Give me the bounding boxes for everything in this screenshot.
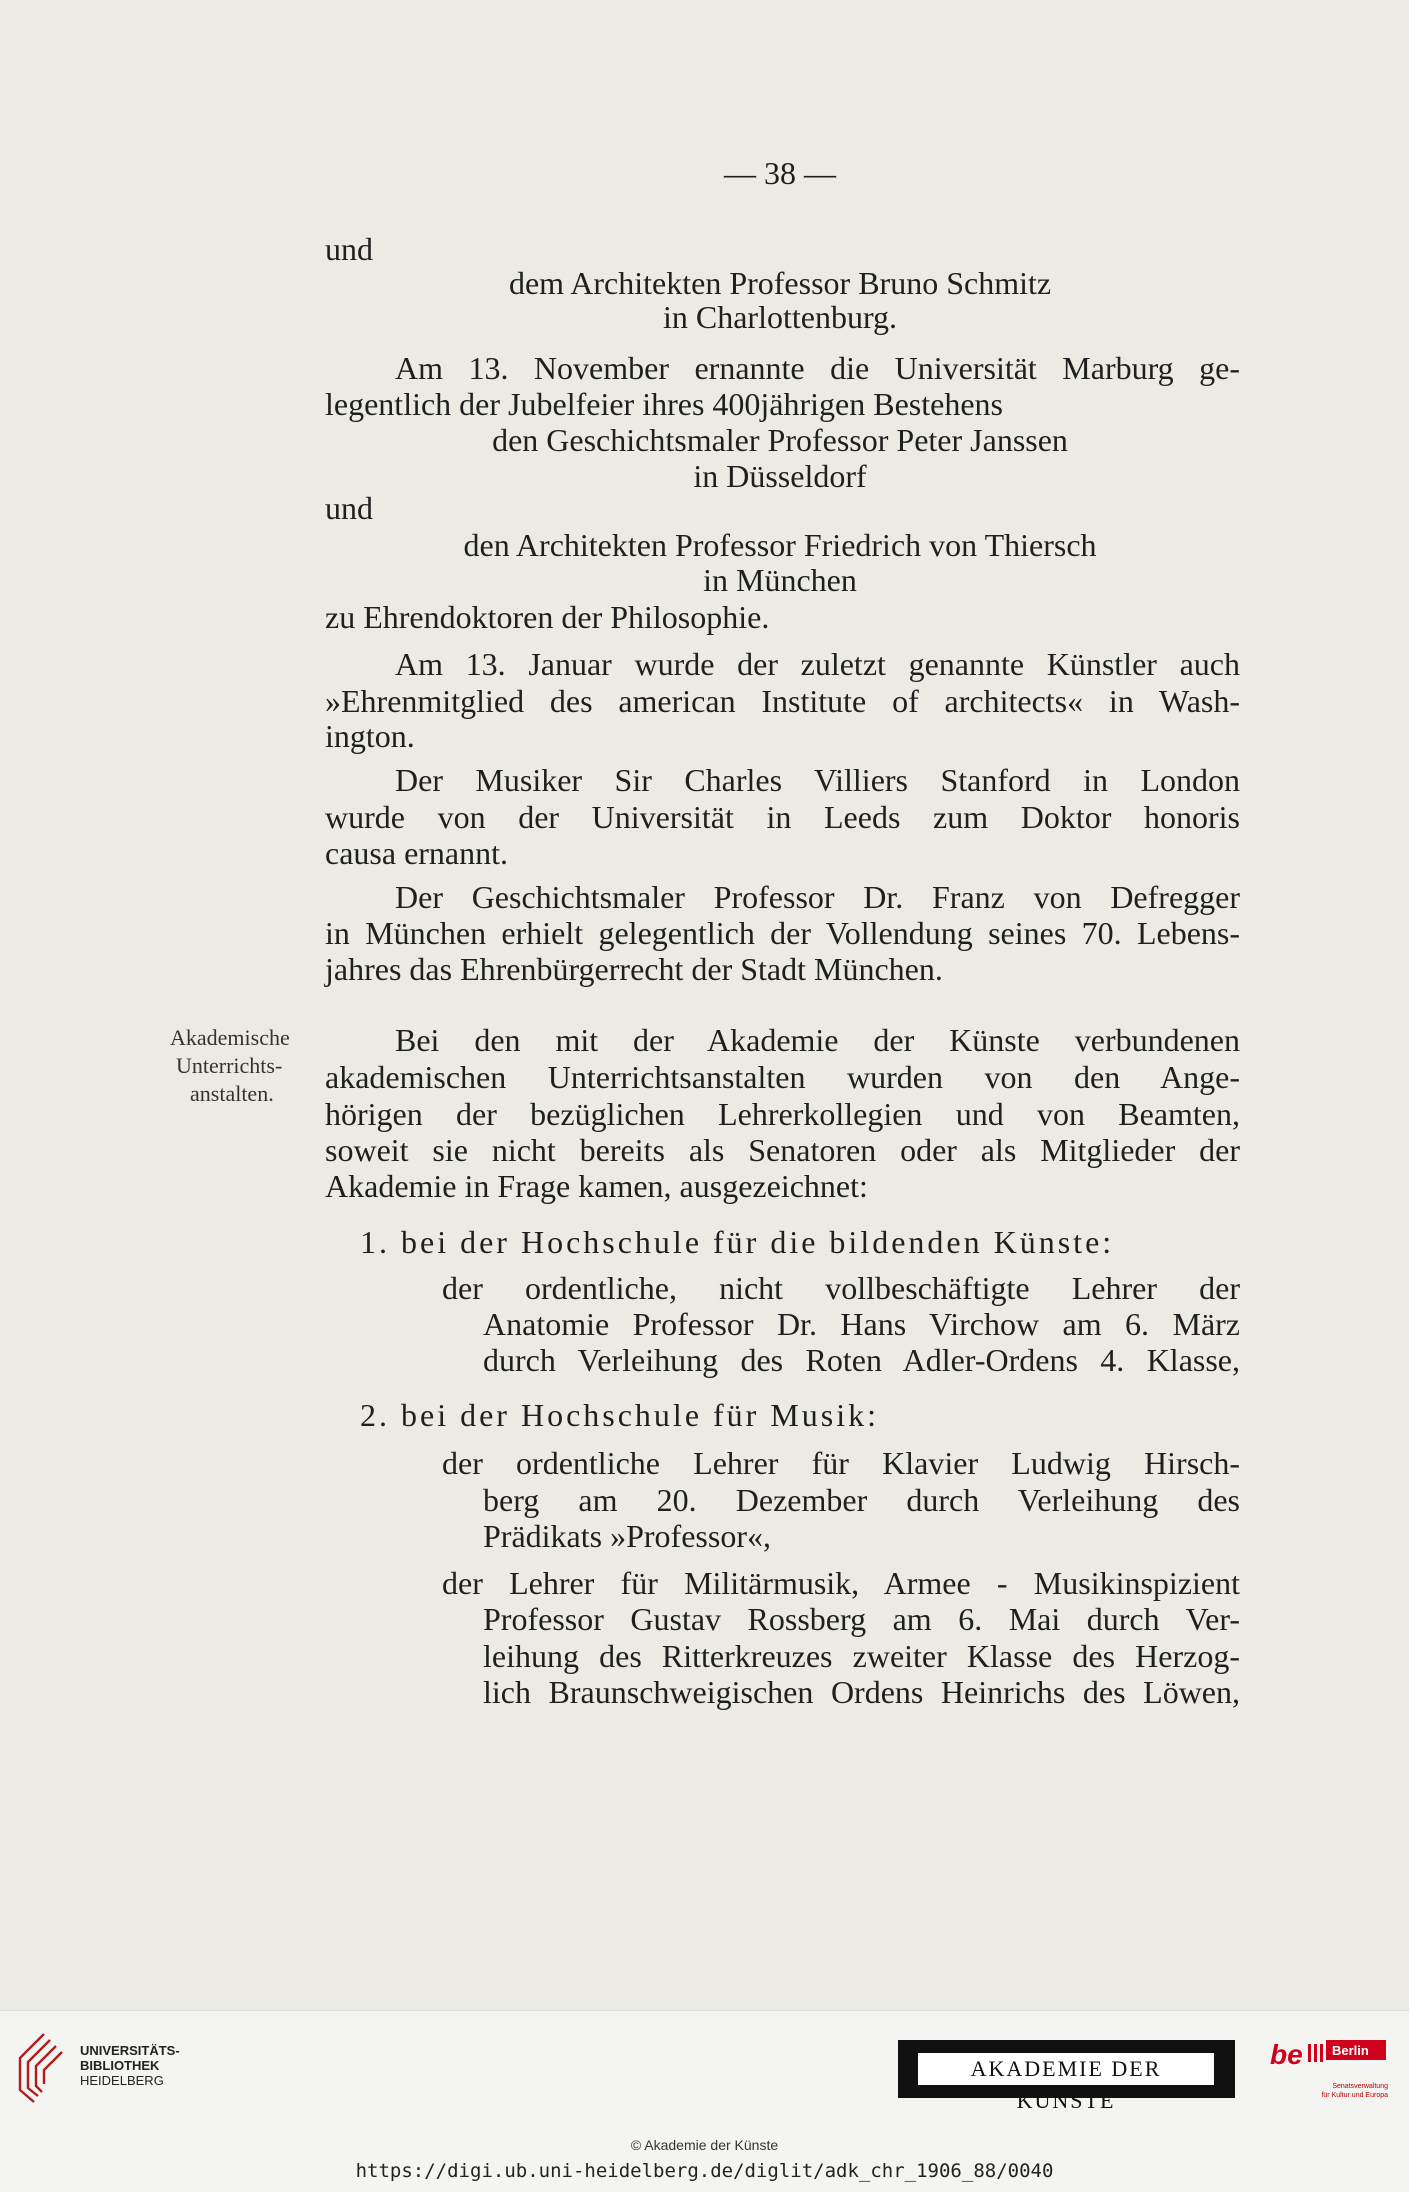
text-line: ington. xyxy=(325,718,415,754)
list-item-heading: 1. bei der Hochschule für die bildenden Künste: xyxy=(360,1224,1115,1260)
berlin-sub-label xyxy=(1300,2082,1388,2100)
ub-line-3: HEIDELBERG xyxy=(80,2073,164,2088)
text-line: Am 13. November ernannte die Universität Marburg ge- xyxy=(395,350,1240,386)
university-library-logo-icon[interactable] xyxy=(14,2030,70,2104)
text-line: in München erhielt gelegentlich der Vollendung seines 70. Lebens- xyxy=(325,915,1240,951)
text-line: Der Geschichtsmaler Professor Dr. Franz von Defregger xyxy=(395,879,1240,915)
text-line: leihung des Ritterkreuzes zweiter Klasse des Herzog- xyxy=(483,1638,1240,1674)
text-line: dem Architekten Professor Bruno Schmitz xyxy=(508,265,1052,301)
text-line: Prädikats »Professor«, xyxy=(483,1518,771,1554)
text-line: den Geschichtsmaler Professor Peter Janssen xyxy=(492,422,1068,458)
text-line: durch Verleihung des Roten Adler-Ordens 4. Klasse, xyxy=(483,1342,1240,1378)
berlin-sub-line-2: für Kultur und Europa xyxy=(1321,2092,1388,2099)
text-line: Der Musiker Sir Charles Villiers Stanford in London xyxy=(395,762,1240,798)
text-line: wurde von der Universität in Leeds zum Doktor honoris xyxy=(325,799,1240,835)
text-line: den Architekten Professor Friedrich von Thiersch xyxy=(463,527,1097,563)
permalink-url[interactable]: https://digi.ub.uni-heidelberg.de/diglit/adk_chr_1906_88/0040 xyxy=(355,2160,1054,2182)
text-line: akademischen Unterrichtsanstalten wurden von den Ange- xyxy=(325,1059,1240,1095)
text-line: Am 13. Januar wurde der zuletzt genannte Künstler auch xyxy=(395,646,1240,682)
ub-line-1: UNIVERSITÄTS- xyxy=(80,2043,180,2058)
text-line: und xyxy=(325,490,373,526)
margin-note-line: Unterrichts- xyxy=(176,1053,283,1078)
text-line: lich Braunschweigischen Ordens Heinrichs des Löwen, xyxy=(483,1674,1240,1710)
text-line: legentlich der Jubelfeier ihres 400jährigen Bestehens xyxy=(325,386,1003,422)
text-line: Professor Gustav Rossberg am 6. Mai durch Ver- xyxy=(483,1601,1240,1637)
text-line: Bei den mit der Akademie der Künste verbundenen xyxy=(395,1022,1240,1058)
text-line: der ordentliche Lehrer für Klavier Ludwig Hirsch- xyxy=(442,1445,1240,1481)
text-line: berg am 20. Dezember durch Verleihung des xyxy=(483,1482,1240,1518)
margin-note-line: Akademische xyxy=(170,1025,290,1050)
text-line: in Düsseldorf xyxy=(693,458,867,494)
text-line: in Charlottenburg. xyxy=(662,299,898,335)
svg-text:be: be xyxy=(1270,2039,1303,2070)
text-line: »Ehrenmitglied des american Institute of architects« in Wash- xyxy=(325,683,1240,719)
list-item-heading: 2. bei der Hochschule für Musik: xyxy=(360,1397,880,1433)
text-line: der Lehrer für Militärmusik, Armee - Musikinspizient xyxy=(442,1565,1240,1601)
text-line: Akademie in Frage kamen, ausgezeichnet: xyxy=(325,1168,868,1204)
text-line: Anatomie Professor Dr. Hans Virchow am 6. März xyxy=(483,1306,1240,1342)
text-line: zu Ehrendoktoren der Philosophie. xyxy=(325,599,770,635)
text-line: und xyxy=(325,231,373,267)
university-library-label xyxy=(80,2043,180,2088)
text-line: jahres das Ehrenbürgerrecht der Stadt München. xyxy=(325,951,943,987)
berlin-sub-line-1: Senatsverwaltung xyxy=(1332,2083,1388,2090)
text-line: hörigen der bezüglichen Lehrerkollegien und von Beamten, xyxy=(325,1096,1240,1132)
text-line: der ordentliche, nicht vollbeschäftigte Lehrer der xyxy=(442,1270,1240,1306)
text-line: in München xyxy=(703,562,857,598)
margin-note-line: anstalten. xyxy=(190,1081,274,1106)
text-line: causa ernannt. xyxy=(325,835,509,871)
page-number: — 38 — xyxy=(724,155,836,191)
svg-text:Berlin: Berlin xyxy=(1332,2043,1369,2058)
akademie-logo-label: AKADEMIE DER KÜNSTE xyxy=(918,2053,1214,2085)
ub-line-2: BIBLIOTHEK xyxy=(80,2058,160,2073)
copyright-notice: © Akademie der Künste xyxy=(630,2137,779,2153)
text-line: soweit sie nicht bereits als Senatoren oder als Mitglieder der xyxy=(325,1132,1240,1168)
